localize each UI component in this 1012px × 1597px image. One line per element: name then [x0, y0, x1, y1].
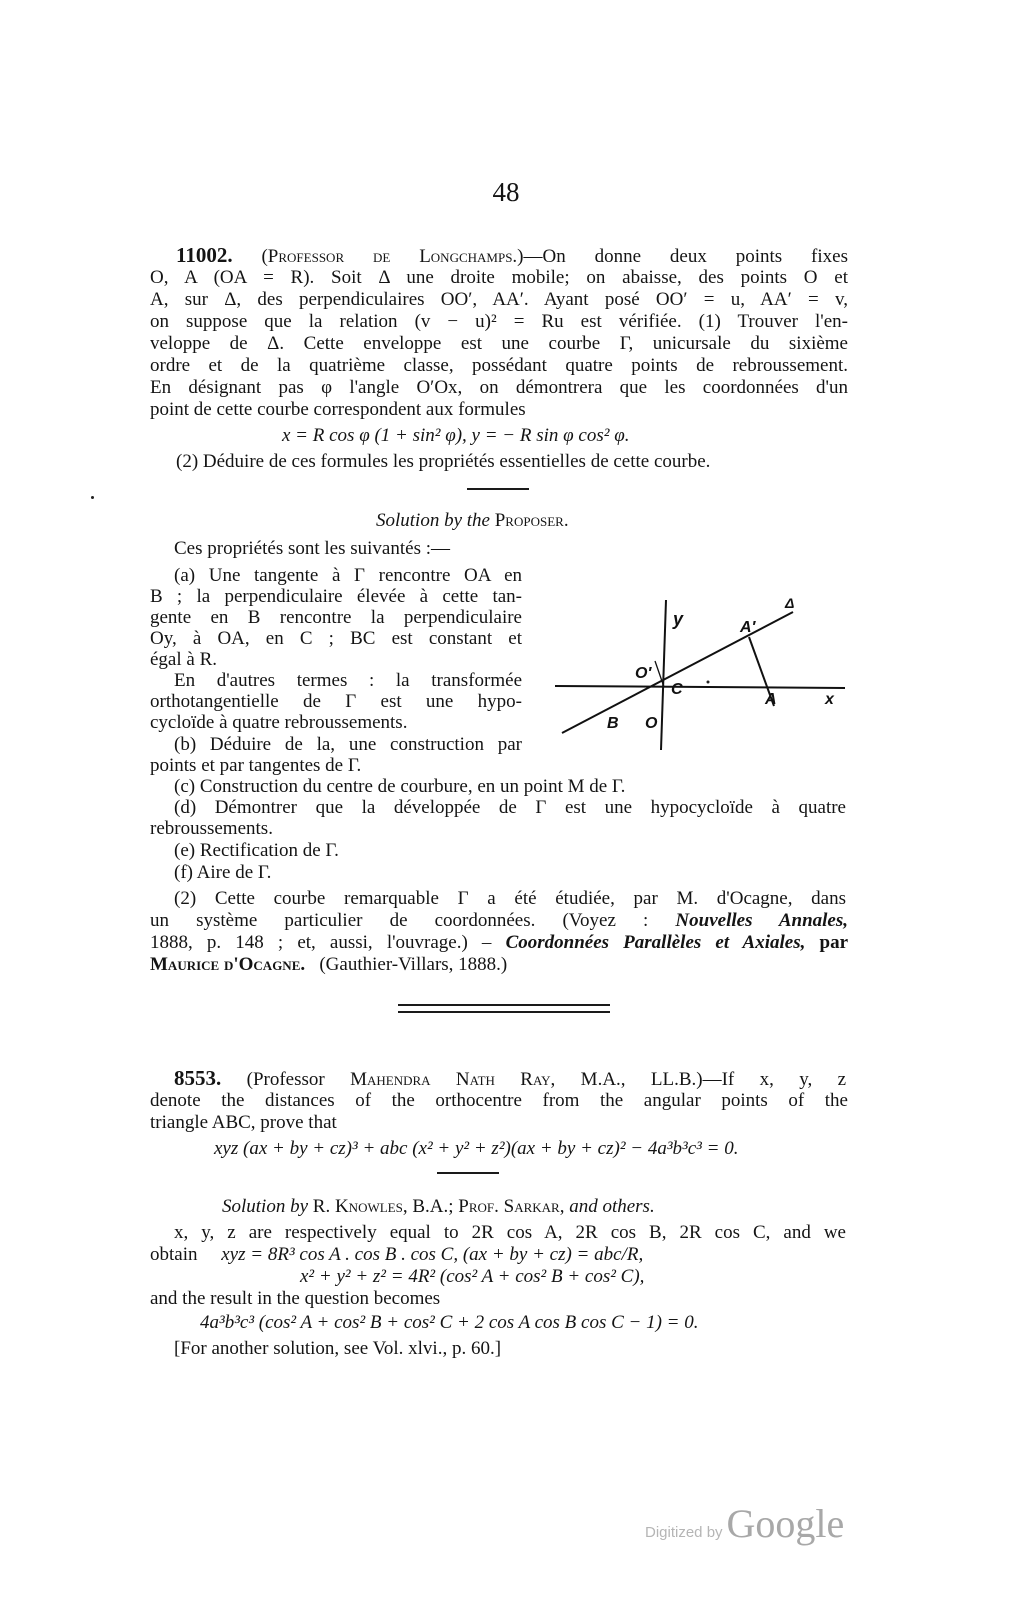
- question-proposer: (Professor de Longchamps.): [261, 246, 524, 267]
- separator-rule: [437, 1172, 499, 1174]
- label-y: y: [673, 609, 684, 629]
- text-line: triangle ABC, prove that: [150, 1112, 337, 1133]
- formula: 4a³b³c³ (cos² A + cos² B + cos² C + 2 cos A cos B cos C − 1) = 0.: [200, 1312, 699, 1333]
- solution-heading: Solution by R. Knowles, B.A.; Prof. Sarkar, and others.: [222, 1196, 655, 1217]
- label-c: C: [671, 681, 683, 698]
- text-line: En d'autres termes : la transformée: [174, 670, 522, 691]
- text-line: (a) Une tangente à Γ rencontre OA en: [174, 565, 522, 586]
- text-line: Ces propriétés sont les suivantés :—: [174, 538, 450, 559]
- text-line: A, sur Δ, des perpendiculaires OO′, AA′. Ayant posé OO′ = u, AA′ = v,: [150, 289, 848, 310]
- question-number: 11002.: [176, 243, 233, 267]
- text-line: gente en B rencontre la perpendiculaire: [150, 607, 522, 628]
- text-line: ordre et de la quatrième classe, possédant quatre points de rebroussement.: [150, 355, 848, 376]
- label-b: B: [607, 715, 619, 732]
- solution-heading: Solution by the Proposer.: [376, 510, 569, 531]
- text-line: En désignant pas φ l'angle O′Ox, on démontrera que les coordonnées d'un: [150, 377, 848, 398]
- text-line: (d) Démontrer que la développée de Γ est une hypocycloïde à quatre: [174, 797, 846, 818]
- text-line: (b) Déduire de la, une construction par: [174, 734, 522, 755]
- text-line: (2) Déduire de ces formules les propriétés essentielles de cette courbe.: [176, 451, 711, 472]
- stray-dot: [707, 681, 710, 684]
- text-line: x, y, z are respectively equal to 2R cos A, 2R cos B, 2R cos C, and we: [174, 1222, 846, 1243]
- citation-author: Maurice d'Ocagne.: [150, 954, 306, 975]
- formula: xyz = 8R³ cos A . cos B . cos C, (ax + by + cz) = abc/R,: [221, 1244, 644, 1265]
- section-divider: [398, 1004, 610, 1013]
- scan-speck: [91, 496, 94, 499]
- axis-x: [555, 686, 845, 688]
- question-header: 8553. (Professor Mahendra Nath Ray, M.A., LL.B.)—If x, y, z: [174, 1066, 847, 1090]
- formula: xyz (ax + by + cz)³ + abc (x² + y² + z²)(ax + by + cz)² − 4a³b³c³ = 0.: [214, 1138, 739, 1159]
- google-logo: Google: [726, 1501, 845, 1546]
- text-line: point de cette courbe correspondent aux formules: [150, 399, 526, 420]
- text-line: B ; la perpendiculaire élevée à cette tan-: [150, 586, 522, 607]
- formula: x² + y² + z² = 4R² (cos² A + cos² B + cos² C),: [300, 1266, 645, 1287]
- label-o: O: [645, 715, 658, 732]
- text-line: (e) Rectification de Γ.: [174, 840, 339, 861]
- text-line: orthotangentielle de Γ est une hypo-: [150, 691, 522, 712]
- label-x: x: [825, 691, 834, 708]
- text-line: on suppose que la relation (v − u)² = Ru est vérifiée. (1) Trouver l'en-: [150, 311, 848, 332]
- label-o-prime: O′: [635, 665, 652, 682]
- separator-rule: [467, 488, 529, 490]
- text-line: (2) Cette courbe remarquable Γ a été étudiée, par M. d'Ocagne, dans: [174, 888, 846, 909]
- axis-y: [661, 600, 666, 750]
- question-number: 8553.: [174, 1066, 222, 1090]
- citation-journal: Nouvelles Annales,: [675, 910, 849, 931]
- text-line: points et par tangentes de Γ.: [150, 755, 362, 776]
- digitized-by-google-watermark: Digitized by Google: [645, 1501, 845, 1546]
- label-delta: Δ: [785, 595, 795, 611]
- formula: x = R cos φ (1 + sin² φ), y = − R sin φ cos² φ.: [282, 425, 630, 446]
- text-line: O, A (OA = R). Soit Δ une droite mobile; on abaisse, des points O et: [150, 267, 848, 288]
- question-header: [176, 245, 848, 267]
- text-line: denote the distances of the orthocentre from the angular points of the: [150, 1090, 848, 1111]
- text-line: rebroussements.: [150, 818, 273, 839]
- line-delta: [562, 612, 793, 733]
- page-number: 48: [492, 177, 520, 207]
- text-line: [For another solution, see Vol. xlvi., p. 60.]: [174, 1338, 502, 1359]
- label-a-prime: A′: [740, 619, 756, 636]
- text-line: obtain xyz = 8R³ cos A . cos B . cos C, (ax + by + cz) = abc/R,: [150, 1244, 644, 1265]
- geometry-diagram: [545, 570, 845, 760]
- label-a: A: [765, 691, 777, 708]
- text-line: Oy, à OA, en C ; BC est constant et: [150, 628, 522, 649]
- text-line: égal à R.: [150, 649, 218, 670]
- text-line: veloppe de Δ. Cette enveloppe est une courbe Γ, unicursale du sixième: [150, 333, 848, 354]
- text-line: (f) Aire de Γ.: [174, 862, 272, 883]
- citation-book: Coordonnées Parallèles et Axiales,: [505, 932, 806, 953]
- text-line: cycloïde à quatre rebroussements.: [150, 712, 408, 733]
- text-line: (c) Construction du centre de courbure, en un point M de Γ.: [174, 776, 626, 797]
- text-line: un système particulier de coordonnées. (Voyez : Nouvelles Annales,: [150, 910, 849, 931]
- text-line: Maurice d'Ocagne. (Gauthier-Villars, 1888.): [150, 954, 508, 975]
- text-line: —On donne deux points fixes: [523, 246, 848, 267]
- question-proposer: Mahendra Nath Ray,: [350, 1069, 556, 1090]
- text-line: 1888, p. 148 ; et, aussi, l'ouvrage.) – Coordonnées Parallèles et Axiales, par: [150, 932, 849, 953]
- text-line: and the result in the question becomes: [150, 1288, 441, 1309]
